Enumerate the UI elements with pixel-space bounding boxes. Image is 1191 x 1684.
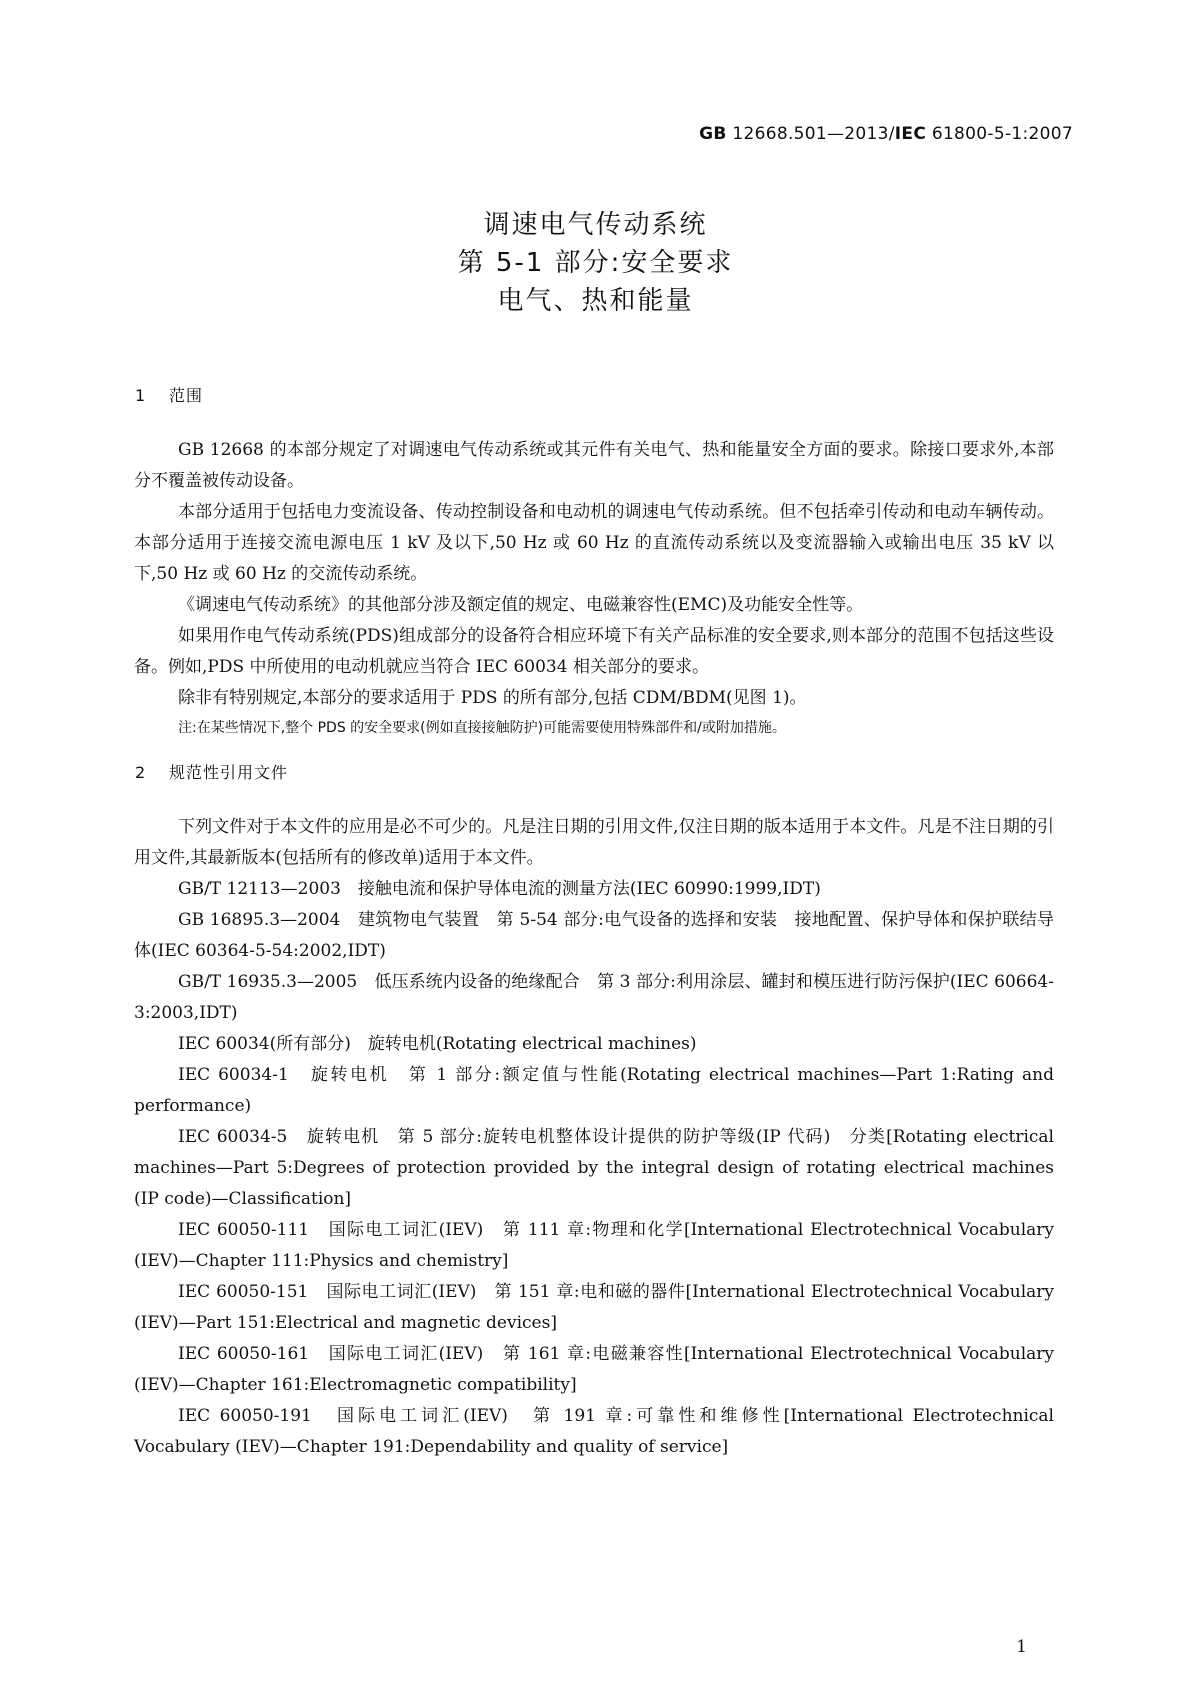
reference-item: IEC 60050-191 国际电工词汇(IEV) 第 191 章:可靠性和维修性[International Electrotechnical Vocabulary (IEV)—Chapter 191:Dependability and quality of service] [134, 1406, 1054, 1457]
reference-item: IEC 60034(所有部分) 旋转电机(Rotating electrical machines) [178, 1034, 697, 1054]
section-number: 1 [135, 386, 147, 405]
section-1-heading [135, 383, 203, 406]
section-1-body [134, 435, 1054, 742]
page-number: 1 [1016, 1637, 1027, 1657]
reference-item: IEC 60050-111 国际电工词汇(IEV) 第 111 章:物理和化学[International Electrotechnical Vocabulary (IEV)—Chapter 111:Physics and chemistry] [134, 1220, 1054, 1271]
title-line-1: 调速电气传动系统 [483, 210, 708, 240]
document-title [0, 206, 1191, 320]
paragraph: 本部分适用于包括电力变流设备、传动控制设备和电动机的调速电气传动系统。但不包括牵引传动和电动车辆传动。本部分适用于连接交流电源电压 1 kV 及以下,50 Hz 或 60 Hz 的直流传动系统以及变流器输入或输出电压 35 kV 以下,50 Hz 或 60 Hz 的交流传动系统。 [134, 502, 1054, 584]
reference-item: GB/T 12113—2003 接触电流和保护导体电流的测量方法(IEC 60990:1999,IDT) [178, 879, 821, 899]
standard-number: 12668.501—2013/ [726, 124, 895, 144]
section-number: 2 [135, 763, 147, 782]
reference-item: IEC 60050-151 国际电工词汇(IEV) 第 151 章:电和磁的器件[International Electrotechnical Vocabulary (IEV)—Part 151:Electrical and magnetic devices] [134, 1282, 1054, 1333]
section-2-body [134, 812, 1054, 1463]
document-header [699, 124, 1073, 144]
reference-item: IEC 60050-161 国际电工词汇(IEV) 第 161 章:电磁兼容性[International Electrotechnical Vocabulary (IEV)—Chapter 161:Electromagnetic compatibility] [134, 1344, 1054, 1395]
paragraph: GB 12668 的本部分规定了对调速电气传动系统或其元件有关电气、热和能量安全方面的要求。除接口要求外,本部分不覆盖被传动设备。 [134, 440, 1054, 491]
paragraph: 《调速电气传动系统》的其他部分涉及额定值的规定、电磁兼容性(EMC)及功能安全性等。 [178, 595, 864, 615]
reference-item: GB 16895.3—2004 建筑物电气装置 第 5-54 部分:电气设备的选择和安装 接地配置、保护导体和保护联结导体(IEC 60364-5-54:2002,IDT) [134, 910, 1054, 961]
iec-number: 61800-5-1:2007 [926, 124, 1073, 144]
iec-prefix: IEC [894, 124, 927, 144]
section-title: 规范性引用文件 [169, 763, 289, 782]
paragraph: 如果用作电气传动系统(PDS)组成部分的设备符合相应环境下有关产品标准的安全要求,则本部分的范围不包括这些设备。例如,PDS 中所使用的电动机就应当符合 IEC 60034 相关部分的要求。 [134, 626, 1054, 677]
title-line-2: 第 5-1 部分:安全要求 [457, 248, 734, 278]
paragraph: 下列文件对于本文件的应用是必不可少的。凡是注日期的引用文件,仅注日期的版本适用于本文件。凡是不注日期的引用文件,其最新版本(包括所有的修改单)适用于本文件。 [134, 817, 1054, 868]
title-line-3: 电气、热和能量 [497, 286, 694, 316]
reference-item: IEC 60034-1 旋转电机 第 1 部分:额定值与性能(Rotating electrical machines—Part 1:Rating and performance) [134, 1065, 1054, 1116]
paragraph: 除非有特别规定,本部分的要求适用于 PDS 的所有部分,包括 CDM/BDM(见图 1)。 [178, 688, 807, 708]
reference-item: IEC 60034-5 旋转电机 第 5 部分:旋转电机整体设计提供的防护等级(IP 代码) 分类[Rotating electrical machines—Part 5:Degrees of protection provided by the integral design of rotating electrical machines (IP code)—Classification] [134, 1127, 1054, 1209]
reference-item: GB/T 16935.3—2005 低压系统内设备的绝缘配合 第 3 部分:利用涂层、罐封和模压进行防污保护(IEC 60664-3:2003,IDT) [134, 972, 1054, 1023]
section-title: 范围 [169, 386, 204, 405]
section-2-heading [135, 760, 288, 783]
standard-prefix: GB [699, 124, 727, 144]
note: 注:在某些情况下,整个 PDS 的安全要求(例如直接接触防护)可能需要使用特殊部件和/或附加措施。 [178, 720, 786, 736]
